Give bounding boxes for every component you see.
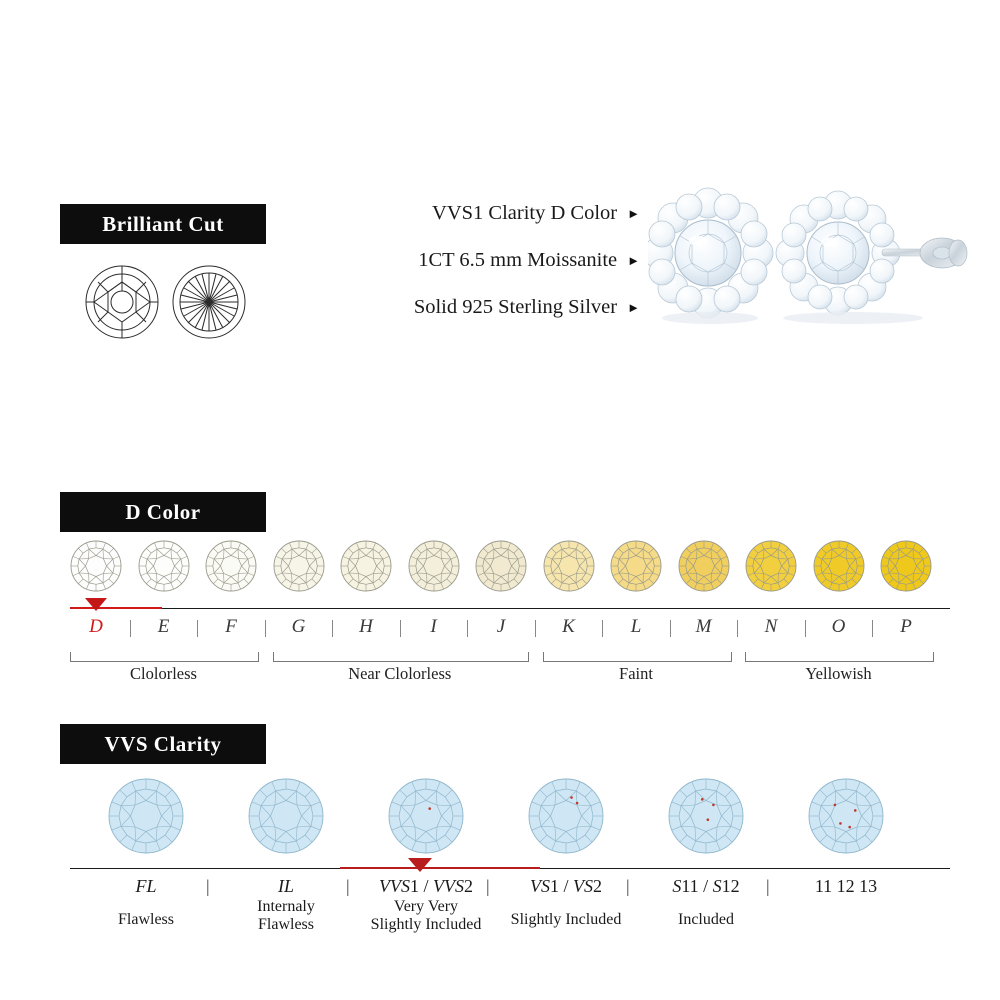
color-grade-g: G [291,616,306,637]
clarity-label-separator: | [626,876,630,896]
color-group-label: Faint [619,664,653,683]
clarity-scale-highlight [340,867,540,869]
clarity-gem-1 [248,778,324,854]
color-grade-tick [332,620,333,637]
color-gem-d [70,540,122,592]
clarity-grade-label-0: FL [135,876,157,896]
color-gem-p [880,540,932,592]
color-scale-highlight [70,607,162,609]
d-color-label [60,492,266,532]
clarity-grade-desc-3: Slightly Included [510,911,622,928]
color-grade-tick [535,620,536,637]
feature-list [330,190,640,331]
color-grade-m: M [695,616,712,637]
color-gem-h [340,540,392,592]
color-grade-tick [400,620,401,637]
feature-item-3 [330,284,640,331]
clarity-gem-5 [808,778,884,854]
clarity-label-separator: | [766,876,770,896]
earrings-product-image [648,178,988,348]
color-gem-n [745,540,797,592]
clarity-gem-2 [388,778,464,854]
vvs-clarity-label [60,724,266,764]
color-grade-l: L [630,616,642,637]
color-grade-tick [602,620,603,637]
clarity-label-separator: | [486,876,490,896]
clarity-grade-label-5: 11 12 13 [814,876,878,896]
color-grade-labels [60,616,950,642]
clarity-grade-label-2: VVS1 / VVS2 [378,876,473,896]
color-grade-n: N [764,616,778,637]
color-grade-tick [197,620,198,637]
clarity-grade-label-3: VS1 / VS2 [529,876,602,896]
color-grade-k: K [562,616,575,637]
color-grade-tick [265,620,266,637]
clarity-grade-desc-4: Included [678,911,734,928]
color-scale-gems [60,540,950,598]
color-grade-h: H [359,616,373,637]
d-color-label-text: D Color [125,499,201,524]
color-gem-f [205,540,257,592]
color-gem-g [273,540,325,592]
color-grade-j: J [496,616,506,637]
color-gem-o [813,540,865,592]
brilliant-cut-diagram [78,252,258,352]
feature-item-1-text: VVS1 Clarity D Color [432,202,618,225]
color-group-label: Yellowish [805,664,872,683]
clarity-gem-3 [528,778,604,854]
color-gem-k [543,540,595,592]
arrow-right-icon: ► [627,253,640,268]
color-grade-i: I [430,616,437,637]
clarity-label-separator: | [346,876,350,896]
color-gem-i [408,540,460,592]
color-gem-l [610,540,662,592]
clarity-grade-label-1: IL [277,876,294,896]
color-scale-marker [85,598,107,611]
feature-item-3-text: Solid 925 Sterling Silver [413,296,618,319]
color-gem-j [475,540,527,592]
color-group-bracket [70,652,259,662]
color-grade-tick [467,620,468,637]
color-grade-d: D [89,616,103,637]
color-grade-tick [737,620,738,637]
clarity-gem-0 [108,778,184,854]
clarity-gem-4 [668,778,744,854]
arrow-right-icon: ► [627,300,640,315]
color-group-bracket [745,652,934,662]
color-grade-p: P [900,616,912,637]
color-group-label: Clolorless [130,664,197,683]
brilliant-cut-label-text: Brilliant Cut [102,211,224,236]
clarity-grade-desc-2: Very Very Slightly Included [370,898,482,934]
earrings-illustration [648,178,988,348]
color-grade-tick [670,620,671,637]
color-grade-o: O [831,616,846,637]
brilliant-cut-gem-icons [78,252,258,352]
clarity-scale-marker [408,858,432,872]
vvs-clarity-label-text: VVS Clarity [104,731,222,756]
color-grade-f: F [225,616,237,637]
clarity-label-separator: | [206,876,210,896]
clarity-grade-desc-1: Internaly Flawless [257,898,315,934]
feature-item-1 [330,190,640,237]
color-group-label: Near Clolorless [348,664,452,683]
color-scale [60,540,950,700]
color-grade-e: E [157,616,170,637]
clarity-grade-label-4: S11 / S12 [672,876,740,896]
feature-item-2-text: 1CT 6.5 mm Moissanite [418,249,618,272]
color-scale-axis [70,608,950,609]
brilliant-cut-label [60,204,266,244]
color-group-bracket [273,652,530,662]
color-group-bracket [543,652,732,662]
color-grade-tick [872,620,873,637]
color-gem-m [678,540,730,592]
feature-item-2 [330,237,640,284]
color-gem-e [138,540,190,592]
clarity-scale [60,778,950,968]
color-grade-tick [805,620,806,637]
clarity-grade-desc-0: Flawless [118,911,174,928]
color-grade-tick [130,620,131,637]
arrow-right-icon: ► [627,206,640,221]
